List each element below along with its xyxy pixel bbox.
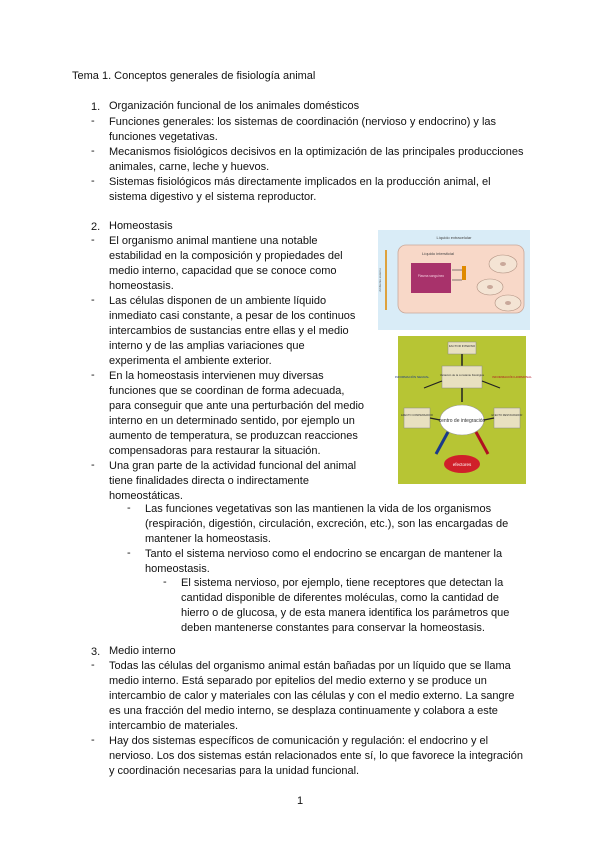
section-number: 3. — [91, 646, 101, 658]
homeostasis-diagram — [394, 336, 532, 484]
variation-box — [442, 366, 482, 388]
bullet-dash: - — [127, 547, 131, 559]
bullet-dash: - — [91, 294, 95, 306]
bullet-line: para conseguir que ante una perturbación del medio — [109, 400, 365, 412]
bullet-line: inmediato casi constante, a pesar de los continuos — [109, 310, 356, 322]
bullet-line: Hay dos sistemas específicos de comunicación y regulación: el endocrino y el — [109, 735, 489, 747]
sub-sub-bullet-line: deben mantenerse constantes para conservar la homeostasis. — [181, 622, 485, 634]
compensator-label: EFECTO COMPENSADOR — [401, 414, 433, 417]
figure-top-label: Líquido extracelular — [436, 235, 472, 240]
sub-sub-bullet-line: El sistema nervioso, por ejemplo, tiene receptores que detectan la — [181, 577, 504, 589]
plasma-box — [411, 263, 451, 293]
plasma-label: Plasma sanguíneo — [417, 274, 445, 278]
bullet-line: Mecanismos fisiológicos decisivos en la optimización de las principales producciones — [109, 146, 524, 158]
bullet-dash: - — [163, 576, 167, 588]
bullet-line: medio interno, capacidad que se conoce como — [109, 265, 337, 277]
bullet-line: Funciones generales: los sistemas de coordinación (nervioso y endocrino) y las — [109, 116, 497, 128]
cell-nucleus — [487, 285, 493, 289]
bullet-line: El organismo animal mantiene una notable — [109, 235, 318, 247]
bullet-line: funciones vegetativas. — [109, 131, 218, 143]
bullet-line: tiene finalidades directa o indirectamente — [109, 475, 309, 487]
bullet-line: experimenta el ambiente exterior. — [109, 355, 272, 367]
sub-bullet-line: Las funciones vegetativas son las mantienen la vida de los organismos — [145, 503, 492, 515]
bullet-line: funciones que se coordinan de forma adecuada, — [109, 385, 345, 397]
page-number: 1 — [296, 795, 304, 807]
bullet-line: intercambio de calor y materiales con las células y con el medio externo. La sangre — [109, 690, 515, 702]
neural-info-label: INFORMACIÓN NEURAL — [394, 375, 430, 379]
bullet-line: y coordinación necesarias para la unidad funcional. — [109, 765, 360, 777]
bullet-line: Las células disponen de un ambiente líquido — [109, 295, 327, 307]
interstitial-label: Líquido intersticial — [421, 251, 455, 256]
effectors-label: efectores — [452, 462, 472, 467]
bullet-line: interno y de las amplias variaciones que — [109, 340, 305, 352]
document-title: Tema 1. Conceptos generales de fisiología animal — [72, 70, 316, 82]
bullet-line: intercambios de sustancias entre ellas y el medio — [109, 325, 349, 337]
sub-bullet-line: (respiración, digestión, circulación, excreción, etc.), son las encargadas de — [145, 518, 509, 530]
hormonal-info-label: INFORMACIÓN HORMONAL — [492, 375, 532, 379]
extracellular-fluid-figure — [378, 230, 530, 330]
exchange-bar — [462, 266, 466, 280]
bullet-dash: - — [91, 659, 95, 671]
integration-label: centro de integración — [438, 418, 486, 424]
bullet-line: nervioso. Los dos sistemas están relacionados ente sí, lo que favorece la integración — [109, 750, 523, 762]
factor-label: FACTOR INTERNO — [448, 344, 476, 348]
bullet-line: aumento de temperatura, se produzcan reacciones — [109, 430, 358, 442]
bullet-line: intercambio de materiales. — [109, 720, 239, 732]
bullet-line: estabilidad en la composición y propiedades del — [109, 250, 343, 262]
bullet-line: compensadoras para restaurar la situación. — [109, 445, 321, 457]
bullet-dash: - — [127, 502, 131, 514]
bullet-dash: - — [91, 369, 95, 381]
section-number: 1. — [91, 101, 101, 113]
sub-sub-bullet-line: hierro o de glucosa, y de esta manera identifica los parámetros que — [181, 607, 510, 619]
bullet-line: es una fracción del medio interno, se desplaza continuamente y colabora a este — [109, 705, 498, 717]
bullet-dash: - — [91, 145, 95, 157]
sub-bullet-line: Tanto el sistema nervioso como el endocrino se encargan de mantener la — [145, 548, 503, 560]
bullet-dash: - — [91, 459, 95, 471]
section-heading: Homeostasis — [109, 220, 173, 232]
bullet-line: sistema digestivo y el sistema reproductor. — [109, 191, 317, 203]
section-number: 2. — [91, 221, 101, 233]
cell-nucleus — [505, 301, 511, 305]
bullet-line: En la homeostasis intervienen muy diversas — [109, 370, 324, 382]
section-heading: Medio interno — [109, 645, 176, 657]
restorer-box — [494, 408, 520, 428]
bullet-dash: - — [91, 115, 95, 127]
section-heading: Organización funcional de los animales domésticos — [109, 100, 360, 112]
bullet-line: Todas las células del organismo animal están bañadas por un líquido que se llama — [109, 660, 511, 672]
ambient-label: Ambiente externo — [378, 268, 382, 292]
bullet-line: homeostasis. — [109, 280, 174, 292]
bullet-dash: - — [91, 734, 95, 746]
bullet-line: Una gran parte de la actividad funcional del animal — [109, 460, 357, 472]
compensator-box — [404, 408, 430, 428]
bullet-dash: - — [91, 234, 95, 246]
sub-bullet-line: homeostasis. — [145, 563, 210, 575]
cell-nucleus — [500, 262, 506, 266]
bullet-line: medio interno. Está separado por epitelios del medio externo y se produce un — [109, 675, 487, 687]
sub-bullet-line: mantener la homeostasis. — [145, 533, 271, 545]
bullet-line: homeostáticas. — [109, 490, 183, 502]
restorer-label: EFECTO RESTAURADOR — [491, 414, 523, 417]
bullet-line: Sistemas fisiológicos más directamente implicados en la producción animal, el — [109, 176, 491, 188]
variation-label: Variación de la constante fisiológica — [439, 373, 485, 377]
bullet-dash: - — [91, 175, 95, 187]
sub-sub-bullet-line: cantidad disponible de diferentes moléculas, como la cantidad de — [181, 592, 499, 604]
bullet-line: interno en un determinado sentido, por ejemplo un — [109, 415, 355, 427]
bullet-line: animales, carne, leche y huevos. — [109, 161, 270, 173]
